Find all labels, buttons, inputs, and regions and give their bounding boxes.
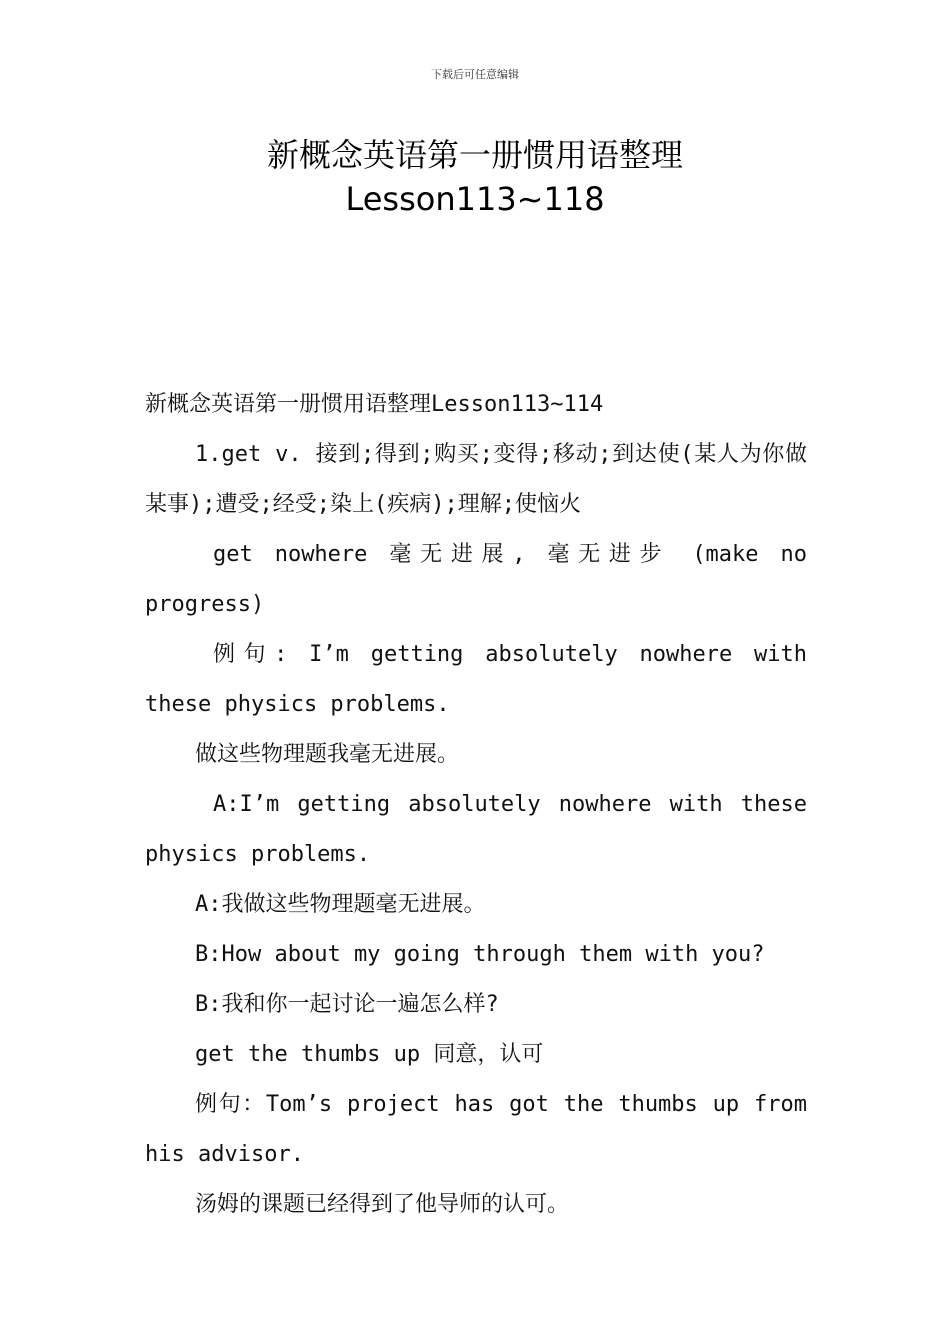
document-title: 新概念英语第一册惯用语整理: [266, 136, 683, 174]
phrase1-line1: get nowhere 毫无进展, 毫无进步 (make no: [213, 542, 807, 567]
phrase2: get the thumbs up 同意，认可: [195, 1042, 544, 1067]
dialog-b-translation: B:我和你一起讨论一遍怎么样?: [195, 992, 499, 1017]
dialog-b: B:How about my going through them with you?: [195, 942, 765, 967]
example2-line1: 例句：Tom’s project has got the thumbs up from: [195, 1092, 807, 1117]
example2-translation: 汤姆的课题已经得到了他导师的认可。: [195, 1192, 570, 1217]
example1-line2: these physics problems.: [145, 692, 450, 717]
example1-translation: 做这些物理题我毫无进展。: [195, 742, 460, 767]
dialog-a-line2: physics problems.: [145, 842, 371, 867]
document-title-lesson: Lesson113~118: [345, 180, 605, 218]
document-body: [145, 380, 807, 1230]
dialog-a-line1: A:I’m getting absolutely nowhere with these: [213, 792, 807, 817]
example2-line2: his advisor.: [145, 1142, 304, 1167]
section-heading: 新概念英语第一册惯用语整理Lesson113~114: [145, 392, 604, 417]
header-note: 下载后可任意编辑: [431, 68, 519, 81]
phrase1-line2: progress): [145, 592, 265, 617]
example1-line1: 例句: I’m getting absolutely nowhere with: [213, 642, 807, 667]
dialog-a-translation: A:我做这些物理题毫无进展。: [195, 892, 486, 917]
item1-definition: 1.get v. 接到;得到;购买;变得;移动;到达使(某人为你做某事);遭受;经受;染上(疾病);理解;使恼火: [145, 442, 807, 517]
